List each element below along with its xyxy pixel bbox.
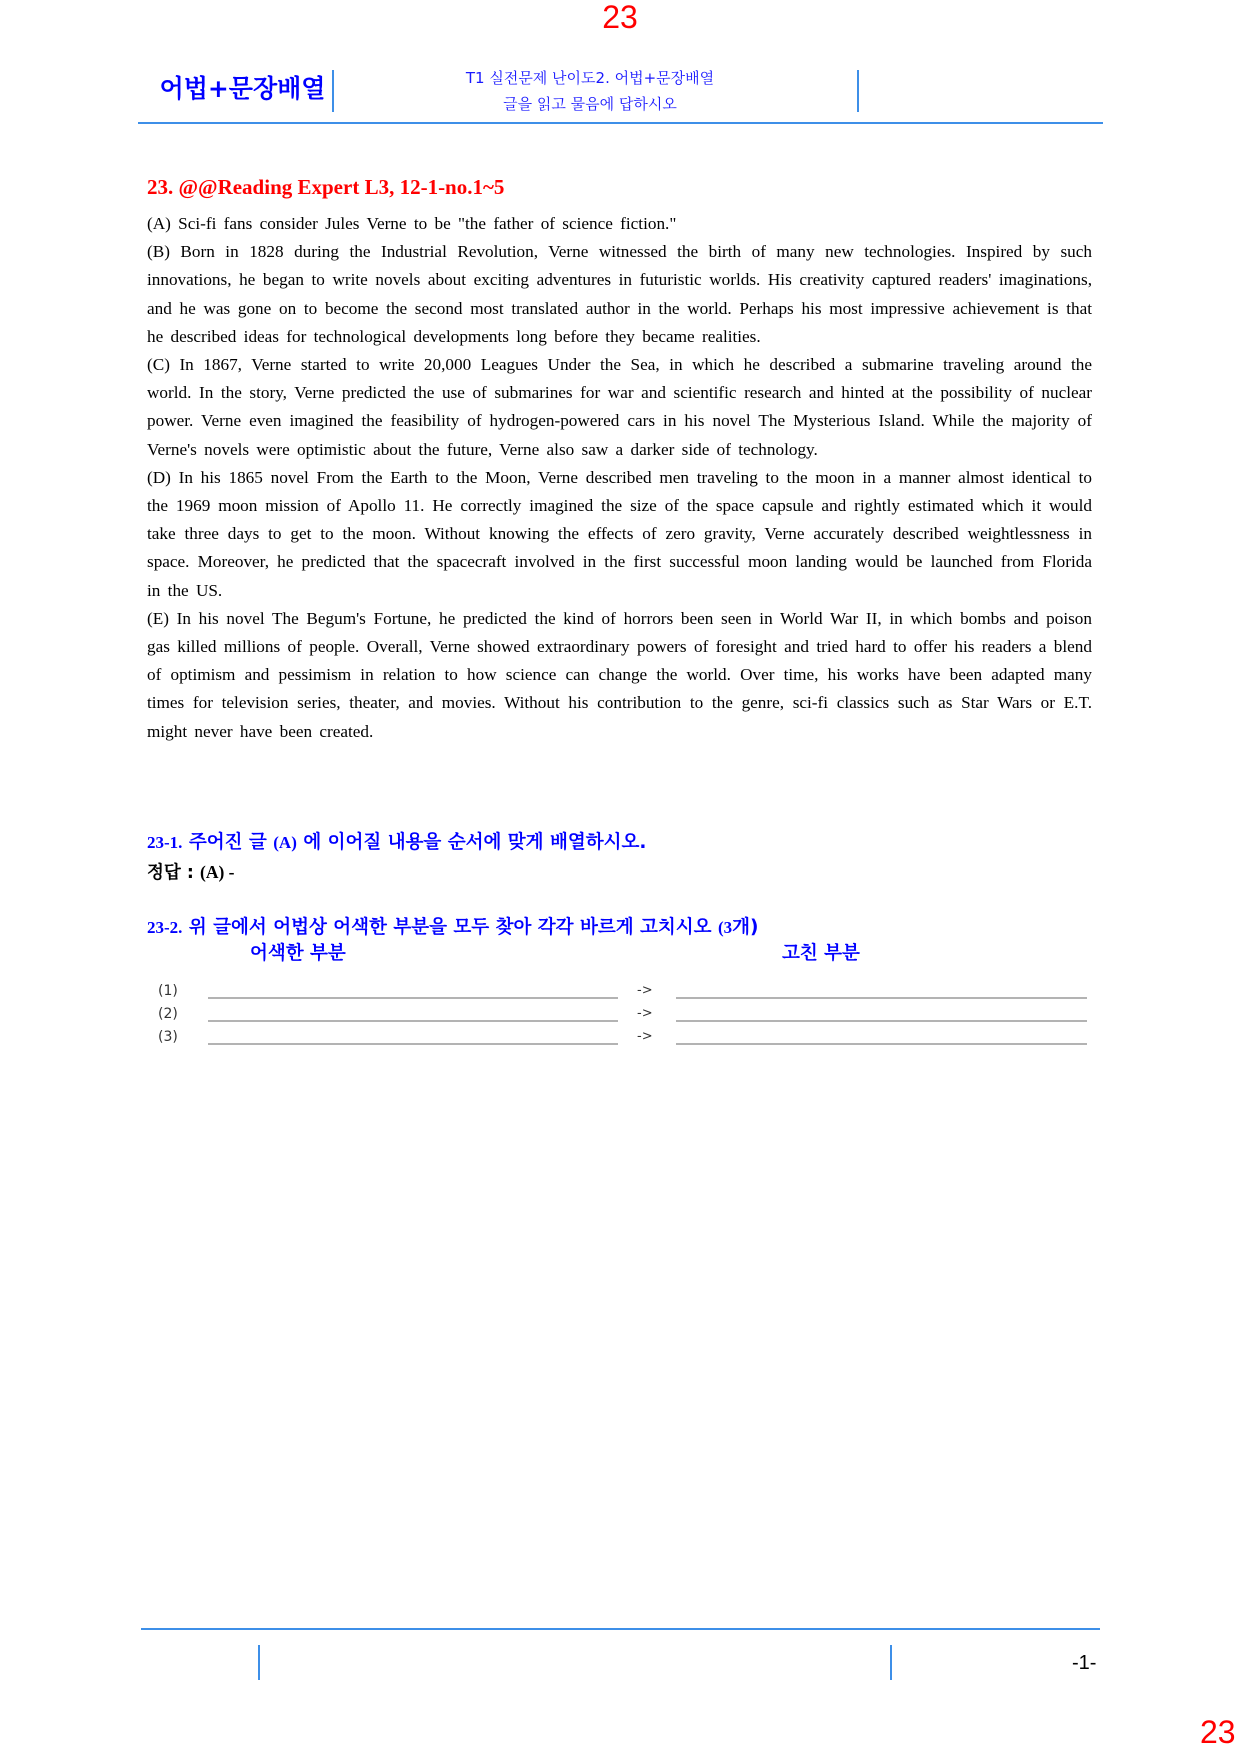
answer-value: (A) - bbox=[200, 862, 235, 882]
subquestion-1 bbox=[147, 829, 646, 857]
row-label-3: (3) bbox=[158, 1029, 178, 1045]
paragraph-b: (B) Born in 1828 during the Industrial Revolution, Verne witnessed the birth of many new technologies. Inspired by such innovations, he began to write novels about exciting adventures in futuristic worlds. His creativity captured readers' imaginations, and he was gone on to become the second most translated author in the world. Perhaps his most impressive achievement is that he described ideas for technological developments long before they became realities. bbox=[147, 242, 1092, 346]
row-arrow-2: -> bbox=[637, 1006, 653, 1021]
footer-page-number: -1- bbox=[1072, 1652, 1097, 1674]
footer-separator-right bbox=[890, 1645, 892, 1680]
blank-wrong-3[interactable] bbox=[208, 1043, 618, 1045]
subquestion-2 bbox=[147, 914, 758, 942]
footer-rule bbox=[141, 1628, 1100, 1630]
header-subtitle-line1: T1 실전문제 난이도2. 어법+문장배열 bbox=[465, 69, 715, 87]
blank-fixed-2[interactable] bbox=[676, 1020, 1087, 1022]
subquestion-2-text-b: (3 bbox=[717, 918, 733, 937]
header-title: 어법+문장배열 bbox=[159, 74, 326, 103]
row-arrow-1: -> bbox=[637, 983, 653, 998]
passage bbox=[147, 210, 1092, 746]
subquestion-1-text-c: 에 이어질 내용을 순서에 맞게 배열하시오. bbox=[303, 832, 647, 853]
subquestion-1-text-a: 주어진 글 bbox=[188, 832, 267, 853]
subquestion-2-number: 23-2. bbox=[147, 918, 183, 937]
paragraph-a: (A) Sci-fi fans consider Jules Verne to be "the father of science fiction." bbox=[147, 214, 677, 233]
row-arrow-3: -> bbox=[637, 1029, 653, 1044]
blank-fixed-1[interactable] bbox=[676, 997, 1087, 999]
header-separator-right bbox=[857, 70, 859, 112]
header-subtitle bbox=[400, 65, 780, 117]
row-label-2: (2) bbox=[158, 1006, 178, 1022]
subquestion-2-text-c: 개) bbox=[732, 917, 759, 938]
blank-fixed-3[interactable] bbox=[676, 1043, 1087, 1045]
paragraph-e: (E) In his novel The Begum's Fortune, he predicted the kind of horrors been seen in World War II, in which bombs and poison gas killed millions of people. Overall, Verne showed extraordinary powers of foresight and tried hard to offer his readers a blend of optimism and pessimism in relation to how science can change the world. Over time, his works have been adapted many times for television series, theater, and movies. Without his contribution to the genre, sci-fi classics such as Star Wars or E.T. might never have been created. bbox=[147, 608, 1092, 741]
answer-label: 정답 : bbox=[147, 863, 194, 883]
header-separator-left bbox=[332, 70, 334, 112]
subquestion-1-number: 23-1. bbox=[147, 833, 183, 852]
blank-wrong-2[interactable] bbox=[208, 1020, 618, 1022]
subquestion-2-text-a: 위 글에서 어법상 어색한 부분을 모두 찾아 각각 바르게 고치시오 bbox=[188, 917, 712, 938]
row-label-1: (1) bbox=[158, 983, 178, 999]
page-number-bottom: 23 bbox=[1200, 1714, 1236, 1750]
blank-wrong-1[interactable] bbox=[208, 997, 618, 999]
paragraph-d: (D) In his 1865 novel From the Earth to the Moon, Verne described men traveling to the moon in a manner almost identical to the 1969 moon mission of Apollo 11. He correctly imagined the size of the space capsule and rightly estimated which it would take three days to get to the moon. Without knowing the effects of zero gravity, Verne accurately described weightlessness in space. Moreover, he predicted that the spacecraft involved in the first successful moon landing would be launched from Florida in the US. bbox=[147, 467, 1092, 600]
paragraph-c: (C) In 1867, Verne started to write 20,000 Leagues Under the Sea, in which he described a submarine traveling around the world. In the story, Verne predicted the use of submarines for war and scientific research and hinted at the possibility of nuclear power. Verne even imagined the feasibility of hydrogen-powered cars in his novel The Mysterious Island. While the majority of Verne's novels were optimistic about the future, Verne also saw a darker side of technology. bbox=[147, 355, 1092, 459]
question-title: 23. @@Reading Expert L3, 12-1-no.1~5 bbox=[147, 175, 505, 199]
footer-separator-left bbox=[258, 1645, 260, 1680]
column-header-fixed: 고친 부분 bbox=[782, 943, 860, 964]
header-rule bbox=[138, 122, 1103, 124]
subquestion-1-text-b: (A) bbox=[273, 833, 297, 852]
column-header-wrong: 어색한 부분 bbox=[250, 943, 346, 964]
header-subtitle-line2: 글을 읽고 물음에 답하시오 bbox=[503, 95, 677, 113]
page-number-top: 23 bbox=[602, 0, 638, 35]
answer-line bbox=[147, 858, 235, 887]
